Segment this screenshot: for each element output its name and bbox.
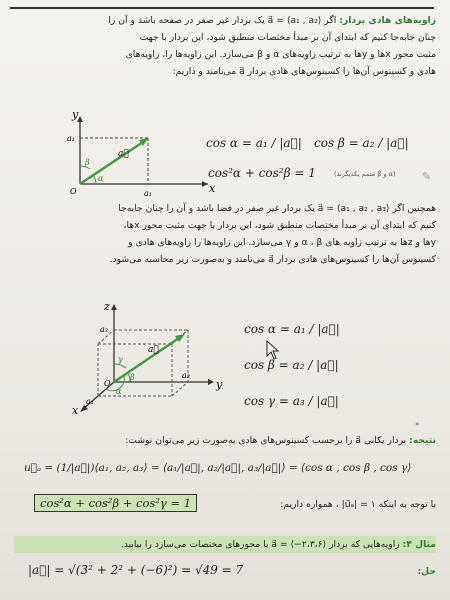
- a2-label: a₁: [67, 134, 75, 143]
- cos-alpha-2d: cos α = a₁ / |a⃗|: [206, 136, 302, 150]
- example-line: [14, 536, 436, 553]
- y-axis-3d-label: y: [216, 378, 223, 391]
- complement-note: (α و β متمم یکدیگرند): [334, 170, 396, 178]
- z-axis-arrow: [111, 304, 117, 310]
- since-text: با توجه به اینکه ۱ = |u⃗ₐ| ، همواره داریم:: [280, 499, 436, 510]
- alpha-arc: [93, 175, 96, 184]
- beta-label: β: [85, 158, 90, 167]
- identity-2d: cos²α + cos²β = 1: [208, 166, 316, 180]
- para3d-line-2: کنیم که ابتدای آن بر مبدأ مختصات منطبق شود، این بردار با جهت مثبت محور xها،: [123, 220, 436, 231]
- gamma-arc: [114, 364, 126, 368]
- vector-3d-label: a⃗: [148, 345, 159, 355]
- top-rule: [10, 7, 434, 9]
- z-axis-label: z: [104, 300, 110, 313]
- x-axis-label: x: [209, 182, 216, 195]
- pencil-icon: ✎: [422, 170, 432, 183]
- example-text: زاویه‌هایی که بردار ⟨۲،۳،۶−⟩ = a⃗ با محورهای مختصات می‌سازد را بیابید.: [120, 539, 400, 550]
- a2-3d-label: a₂: [182, 371, 190, 380]
- intro-line-2: چنان جابه‌جا کنیم که ابتدای آن بر مبدأ مختصات منطبق شود، این بردار با جهت: [139, 32, 436, 43]
- para3d-line-4: کسینوس آن‌ها را کسینوس‌های هادی بردار a⃗ می‌نامند و به‌صورت زیر محاسبه می‌شود.: [109, 254, 436, 265]
- figure-3d: [70, 300, 230, 420]
- solution-formula: |a⃗| = √(3² + 2² + (−6)²) = √49 = 7: [28, 563, 244, 577]
- origin-3d-label: O: [104, 379, 111, 388]
- solution-label: حل:: [417, 566, 436, 577]
- intro-line-3: مثبت محور xها و yها به ترتیب زاویه‌های α و β می‌سازد. این زاویه‌ها را، زاویه‌های: [125, 49, 436, 60]
- bullet-dot: •: [414, 418, 421, 431]
- conclusion-text: بردار یکانی a⃗ را برحسب کسینوس‌های هادی به‌صورت زیر می‌توان نوشت:: [125, 435, 407, 446]
- section-title: زاویه‌های هادی بردار:: [339, 15, 436, 26]
- origin-label: O: [70, 187, 77, 196]
- y-axis-label: y: [72, 112, 79, 121]
- intro-line-1: زاویه‌های هادی بردار: اگر a⃗ = ⟨a₁ , a₂⟩ یک بردار غیر صفر در صفحه باشد و آن را: [108, 15, 436, 26]
- mouse-cursor-icon: [266, 340, 280, 360]
- intro-paragraph: [14, 12, 436, 80]
- vector-label: a⃗: [118, 149, 129, 159]
- beta-3d-label: β: [130, 373, 135, 382]
- y-axis-3d-arrow: [208, 379, 214, 385]
- x-axis-arrow: [202, 181, 208, 187]
- para3d-line-3: yها و zها به ترتیب زاویه های α ، β و γ می‌سازد. این زاویه‌ها را زاویه‌های هادی و: [128, 237, 436, 248]
- conclusion-line: [14, 432, 436, 449]
- boxed-identity-3d: cos²α + cos²β + cos²γ = 1: [34, 494, 197, 512]
- unit-vector-formula: u⃗ₐ = (1/|a⃗|)⟨a₁, a₂, a₃⟩ = ⟨a₁/|a⃗|, a₂/|a⃗|, a₃/|a⃗|⟩ = ⟨cos α , cos β , cos γ⟩: [24, 462, 412, 474]
- cos-gamma-3d: cos γ = a₃ / |a⃗|: [244, 394, 339, 408]
- example-label: مثال ۴:: [402, 539, 436, 550]
- figure-2d: [58, 112, 218, 200]
- cos-beta-2d: cos β = a₂ / |a⃗|: [314, 136, 409, 150]
- cos-alpha-3d: cos α = a₁ / |a⃗|: [244, 322, 340, 336]
- x-axis-3d-label: x: [72, 404, 79, 417]
- a1-label: a₁: [144, 189, 152, 198]
- alpha-3d-label: α: [116, 387, 122, 396]
- cos-beta-3d: cos β = a₂ / |a⃗|: [244, 358, 339, 372]
- paragraph-3d: [14, 200, 436, 268]
- a3-label: a₃: [100, 325, 108, 334]
- a1-3d-label: a₁: [86, 397, 94, 406]
- para3d-line-1: همچنین اگر a⃗ = ⟨a₁ , a₂ , a₃⟩ یک بردار غیر صفر در فضا باشد و آن را چنان جابه‌جا: [118, 203, 436, 214]
- vector-a: [80, 140, 146, 184]
- conclusion-label: نتیجه:: [409, 435, 436, 446]
- alpha-label: α: [98, 174, 104, 183]
- gamma-label: γ: [118, 355, 123, 364]
- intro-line-4: هادی و کسینوس آن‌ها را کسینوس‌های هادی بردار a⃗ می‌نامند و داریم:: [172, 66, 436, 77]
